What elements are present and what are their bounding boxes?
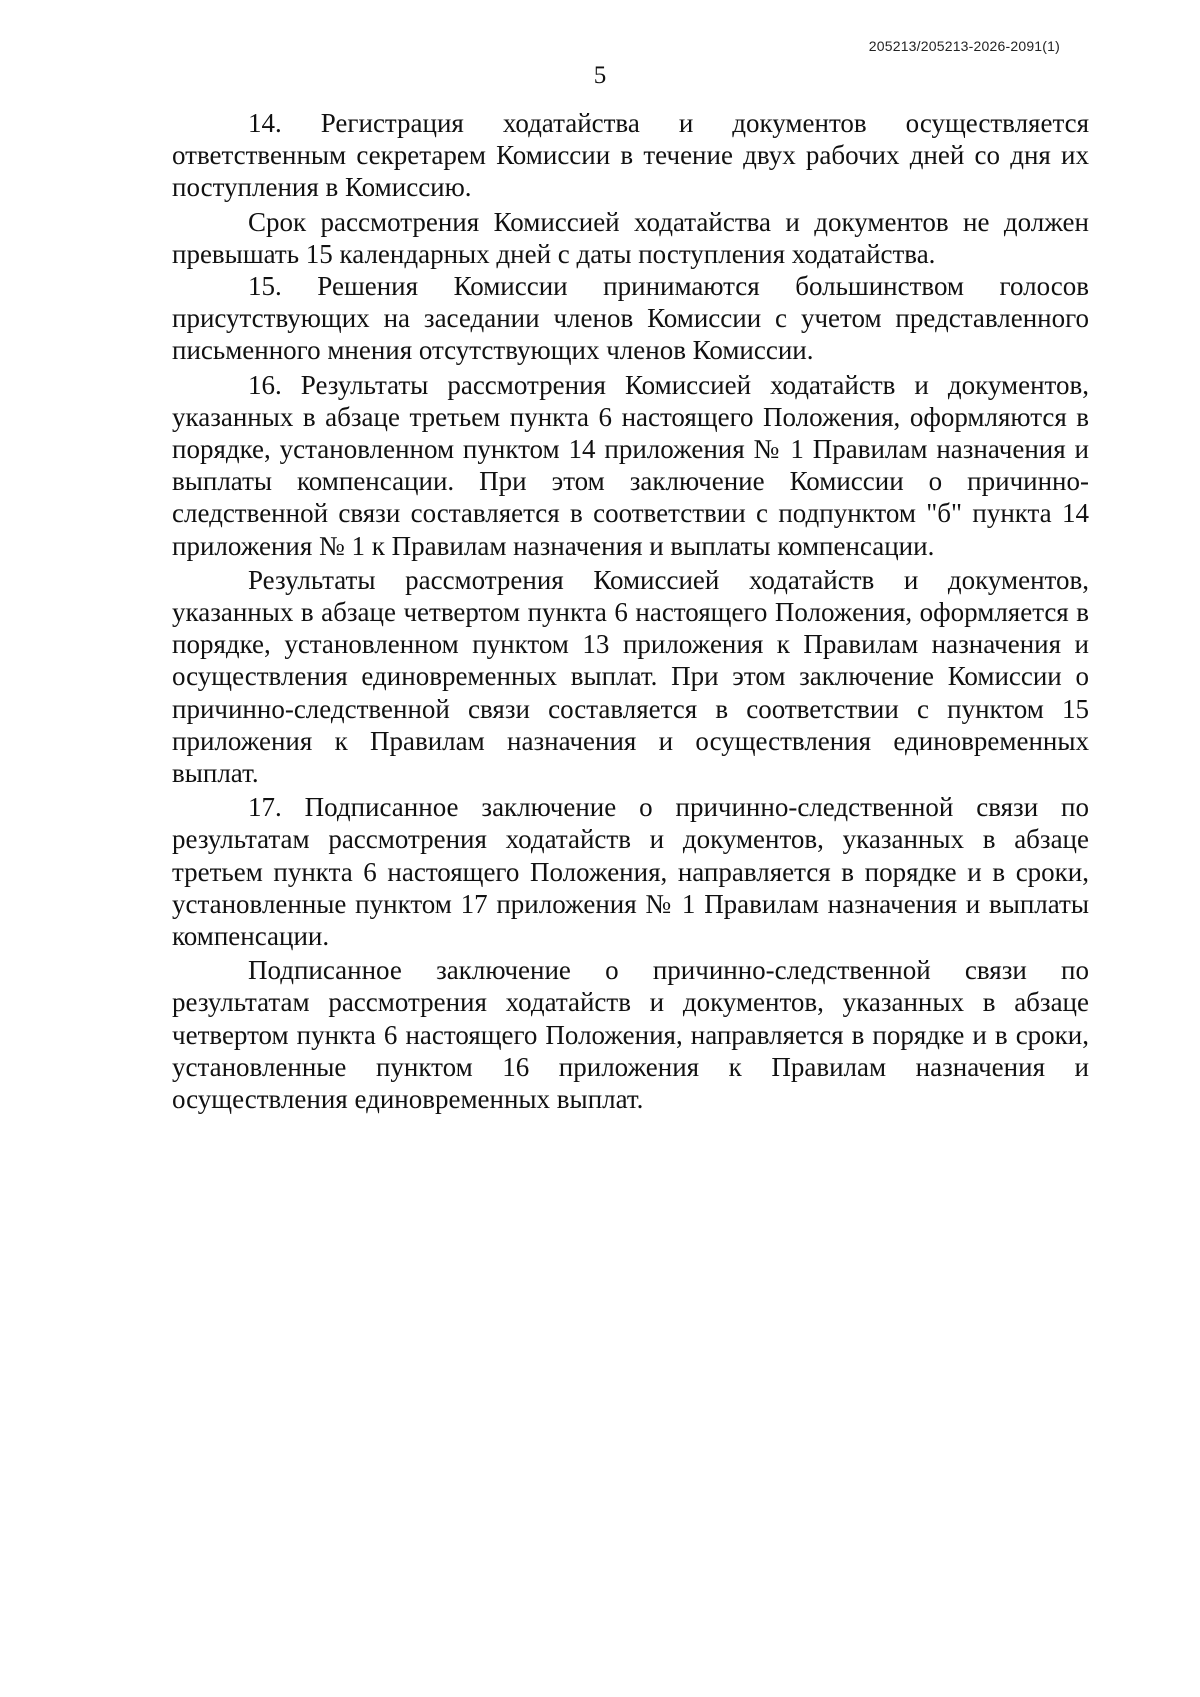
- page-number: 5: [593, 62, 607, 89]
- document-body: [172, 107, 1089, 1115]
- document-id: 205213/205213-2026-2091(1): [868, 38, 1060, 54]
- paragraph-14-term: Срок рассмотрения Комиссией ходатайства и документов не должен превышать 15 календарных дней с даты поступления ходатайства.: [172, 206, 1089, 269]
- paragraph-16-results: Результаты рассмотрения Комиссией ходатайств и документов, указанных в абзаце четвертом пункта 6 настоящего Положения, оформляется в порядке, установленном пунктом 13 приложения к Правилам назначения и осуществления единовременных выплат. При этом заключение Комиссии о причинно-следственной связи составляется в соответствии с пунктом 15 приложения к Правилам назначения и осуществления единовременных выплат.: [172, 564, 1089, 789]
- paragraph-17-signed: Подписанное заключение о причинно-следственной связи по результатам рассмотрения ходатайств и документов, указанных в абзаце четвертом пункта 6 настоящего Положения, направляется в порядке и в сроки, установленные пунктом 16 приложения к Правилам назначения и осуществления единовременных выплат.: [172, 955, 1089, 1115]
- paragraph-15: 15. Решения Комиссии принимаются большинством голосов присутствующих на заседании членов Комиссии с учетом представленного письменного мнения отсутствующих членов Комиссии.: [172, 271, 1089, 366]
- paragraph-17: 17. Подписанное заключение о причинно-следственной связи по результатам рассмотрения ходатайств и документов, указанных в абзаце третьем пункта 6 настоящего Положения, направляется в порядке и в сроки, установленные пунктом 17 приложения № 1 Правилам назначения и выплаты компенсации.: [172, 792, 1089, 952]
- paragraph-16: 16. Результаты рассмотрения Комиссией ходатайств и документов, указанных в абзаце третьем пункта 6 настоящего Положения, оформляются в порядке, установленном пунктом 14 приложения № 1 Правилам назначения и выплаты компенсации. При этом заключение Комиссии о причинно-следственной связи составляется в соответствии с подпунктом "б" пункта 14 приложения № 1 к Правилам назначения и выплаты компенсации.: [172, 369, 1089, 561]
- paragraph-14: 14. Регистрация ходатайства и документов осуществляется ответственным секретарем Комиссии в течение двух рабочих дней со дня их поступления в Комиссию.: [172, 108, 1089, 203]
